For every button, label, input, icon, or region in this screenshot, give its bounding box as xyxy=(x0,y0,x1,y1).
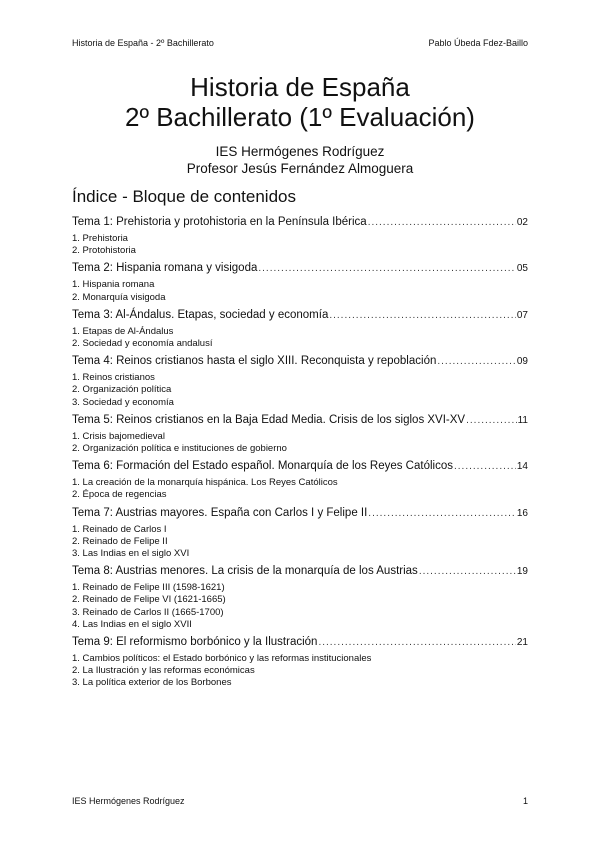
footer-left-text: IES Hermógenes Rodríguez xyxy=(72,796,185,806)
toc-entry xyxy=(72,215,528,230)
header-right-text: Pablo Úbeda Fdez-Baillo xyxy=(428,38,528,48)
toc-subitem: 2. Reinado de Felipe VI (1621-1665) xyxy=(72,594,226,606)
toc-subitem: 1. Prehistoria xyxy=(72,233,128,244)
toc-subitem: 2. Reinado de Felipe II xyxy=(72,535,168,547)
toc-subitem: 2. La Ilustración y las reformas económicas xyxy=(72,665,255,677)
toc-leader-dots xyxy=(368,216,516,230)
toc-subitem: 1. Cambios políticos: el Estado borbónico y las reformas institucionales xyxy=(72,653,372,665)
toc-leader-dots xyxy=(466,414,517,428)
toc-entry-title: Tema 8: Austrias menores. La crisis de la monarquía de los Austrias xyxy=(72,565,418,578)
toc-entry-page: 11 xyxy=(517,414,528,426)
toc-subitem: 3. Reinado de Carlos II (1665-1700) xyxy=(72,606,224,618)
toc-leader-dots xyxy=(318,636,515,650)
toc-entry-page: 21 xyxy=(516,637,528,649)
table-of-contents xyxy=(72,211,528,690)
toc-entry-page: 14 xyxy=(516,461,528,473)
toc-subitems xyxy=(72,524,528,561)
title-block xyxy=(72,72,528,177)
toc-entry xyxy=(72,261,528,276)
toc-entry-page: 05 xyxy=(516,263,528,275)
document-subtitle: 2º Bachillerato (1º Evaluación) xyxy=(125,102,475,132)
toc-entry xyxy=(72,635,528,650)
toc-entry xyxy=(72,564,528,579)
toc-entry-title: Tema 6: Formación del Estado español. Monarquía de los Reyes Católicos xyxy=(72,460,453,473)
toc-subitems xyxy=(72,431,528,455)
toc-entry-title: Tema 3: Al-Ándalus. Etapas, sociedad y economía xyxy=(72,308,329,321)
toc-leader-dots xyxy=(368,507,516,521)
page-footer xyxy=(72,796,528,806)
toc-subitem: 1. Crisis bajomedieval xyxy=(72,430,165,442)
toc-entry-page: 19 xyxy=(516,566,528,578)
toc-entry xyxy=(72,308,528,323)
toc-entry xyxy=(72,506,528,521)
toc-subitem: 2. Protohistoria xyxy=(72,245,136,257)
toc-subitem: 1. Hispania romana xyxy=(72,279,155,291)
toc-subitem: 2. Organización política xyxy=(72,384,172,396)
toc-subitem: 1. Reinos cristianos xyxy=(72,372,155,384)
toc-entry-title: Tema 2: Hispania romana y visigoda xyxy=(72,262,258,275)
toc-subitems xyxy=(72,653,528,690)
index-heading: Índice - Bloque de contenidos xyxy=(72,187,296,206)
document-title: Historia de España xyxy=(190,72,410,102)
toc-entry-page: 07 xyxy=(516,309,528,321)
toc-entry xyxy=(72,413,528,428)
toc-subitems xyxy=(72,233,528,257)
toc-subitem: 2. Organización política e instituciones de gobierno xyxy=(72,443,287,455)
toc-entry xyxy=(72,354,528,369)
page-number: 1 xyxy=(522,796,528,806)
toc-leader-dots xyxy=(454,460,516,474)
toc-leader-dots xyxy=(437,355,516,369)
toc-subitems xyxy=(72,477,528,501)
school-name: IES Hermógenes Rodríguez xyxy=(215,144,385,159)
toc-subitem: 1. Reinado de Carlos I xyxy=(72,523,167,535)
toc-subitem: 1. Reinado de Felipe III (1598-1621) xyxy=(72,582,225,594)
toc-subitem: 3. Las Indias en el siglo XVI xyxy=(72,548,190,560)
toc-subitems xyxy=(72,582,528,631)
toc-leader-dots xyxy=(329,309,516,323)
toc-subitem: 3. La política exterior de los Borbones xyxy=(72,677,232,689)
toc-subitem: 2. Monarquía visigoda xyxy=(72,291,166,303)
toc-subitem: 1. Etapas de Al-Ándalus xyxy=(72,325,174,337)
toc-leader-dots xyxy=(258,262,516,276)
toc-subitem: 2. Sociedad y economía andalusí xyxy=(72,338,213,350)
header-left-text: Historia de España - 2º Bachillerato xyxy=(72,38,214,48)
toc-subitems xyxy=(72,372,528,409)
toc-entry-title: Tema 4: Reinos cristianos hasta el siglo XIII. Reconquista y repoblación xyxy=(72,355,437,368)
toc-entry-page: 09 xyxy=(516,356,528,368)
toc-subitem: 1. La creación de la monarquía hispánica. Los Reyes Católicos xyxy=(72,477,338,489)
toc-entry-title: Tema 5: Reinos cristianos en la Baja Edad Media. Crisis de los siglos XVI-XV xyxy=(72,413,466,426)
toc-entry-title: Tema 1: Prehistoria y protohistoria en la Península Ibérica xyxy=(72,216,367,228)
toc-entry-page: 02 xyxy=(516,217,528,228)
toc-entry xyxy=(72,459,528,474)
toc-subitem: 2. Época de regencias xyxy=(72,489,167,501)
toc-subitem: 3. Sociedad y economía xyxy=(72,396,174,408)
toc-subitems xyxy=(72,326,528,350)
toc-entry-title: Tema 9: El reformismo borbónico y la Ilustración xyxy=(72,636,318,649)
toc-subitems xyxy=(72,279,528,303)
professor-name: Profesor Jesús Fernández Almoguera xyxy=(186,161,414,176)
toc-entry-page: 16 xyxy=(516,507,528,519)
toc-leader-dots xyxy=(419,565,516,579)
toc-entry-title: Tema 7: Austrias mayores. España con Carlos I y Felipe II xyxy=(72,506,368,519)
toc-subitem: 4. Las Indias en el siglo XVII xyxy=(72,618,192,630)
page-header xyxy=(72,36,528,50)
